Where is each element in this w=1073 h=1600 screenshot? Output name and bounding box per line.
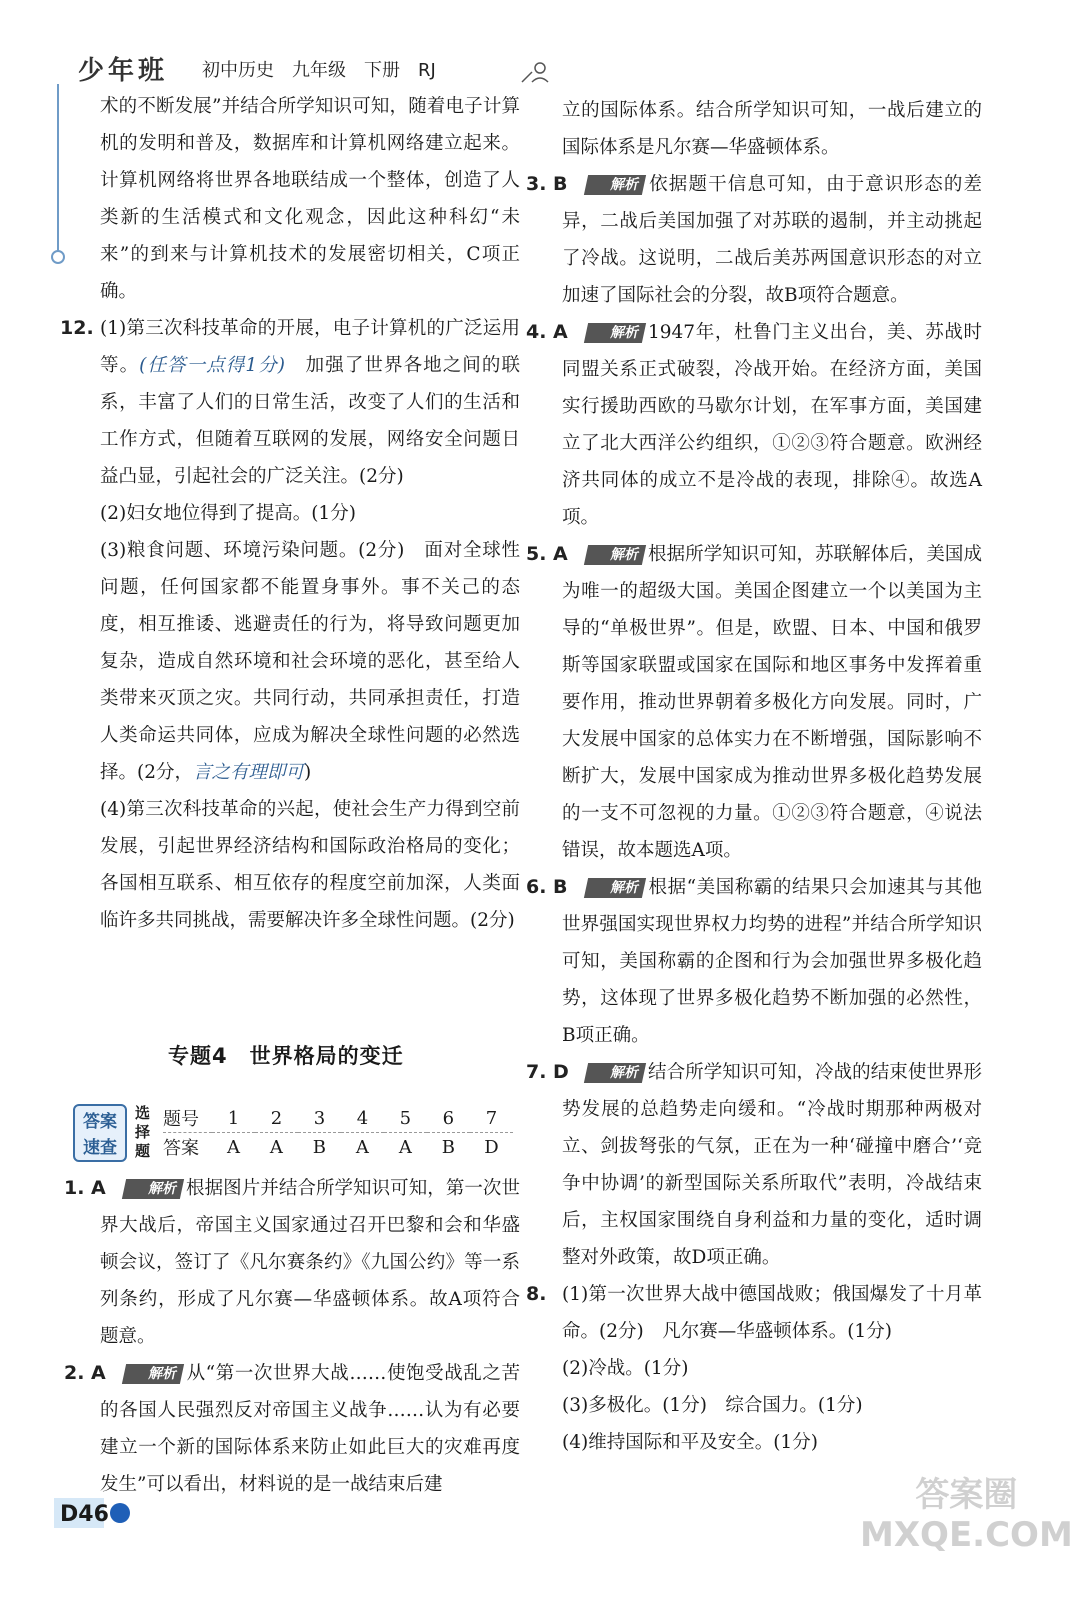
decorative-person-icon <box>520 62 550 84</box>
question-number: 6. B <box>526 876 568 898</box>
q12-part2: (2)妇女地位得到了提高。(1分) <box>100 503 356 524</box>
q8-part1: (1)第一次世界大战中德国战败；俄国爆发了十月革命。(2分) 凡尔赛—华盛顿体系。(1分) <box>562 1284 982 1342</box>
analysis-tag: 解析 <box>122 1179 184 1199</box>
choice-label: 选择题 <box>135 1104 151 1160</box>
question-number-cell: 7 <box>470 1104 513 1133</box>
page-number: D46 <box>60 1502 109 1527</box>
page-header <box>70 50 570 84</box>
question-number: 12. <box>60 317 94 339</box>
question-number: 4. A <box>526 321 568 343</box>
answer-cell: B <box>312 1136 327 1158</box>
q5-explanation <box>562 536 982 869</box>
question-1 <box>64 1170 520 1355</box>
question-4 <box>526 314 982 536</box>
q2-continuation: 立的国际体系。结合所学知识可知，一战后建立的国际体系是凡尔赛—华盛顿体系。 <box>562 100 982 158</box>
q12-part1-text-b: 加强了世界各地之间的联系，丰富了人们的日常生活，改变了人们的生活和工作方式，但随着互联网的发展，网络安全问题日益凸显，引起社会的广泛关注。(2分) <box>100 355 520 487</box>
question-number: 2. A <box>64 1362 106 1384</box>
section-title: 专题4 世界格局的变迁 <box>168 1044 404 1068</box>
question-5 <box>526 536 982 869</box>
q12-part3-close: ) <box>304 762 312 783</box>
q1-explanation <box>100 1170 520 1355</box>
analysis-tag: 解析 <box>122 1364 184 1384</box>
q6-explanation <box>562 869 982 1054</box>
q5-text: 根据所学知识可知，苏联解体后，美国成为唯一的超级大国。美国企图建立一个以美国为主导的“单极世界”。但是，欧盟、日本、中国和俄罗斯等国家联盟或国家在国际和地区事务中发挥着重要作用，推动世界朝着多极化方向发展。同时，广大发展中国家的总体实力在不断增强，国际影响不断扩大，发展中国家成为推动世界多极化趋势发展的一支不可忽视的力量。①②③符合题意，④说法错误，故本题选A项。 <box>562 544 982 861</box>
question-7 <box>526 1054 982 1276</box>
q12-part4: (4)第三次科技革命的兴起，使社会生产力得到空前发展，引起世界经济结构和国际政治格局的变化；各国相互联系、相互依存的程度空前加深，人类面临许多共同挑战，需要解决许多全球性问题。(2分) <box>100 799 520 931</box>
answer-cell: A <box>269 1136 283 1158</box>
question-number-cell: 4 <box>341 1104 384 1133</box>
analysis-tag: 解析 <box>584 545 646 565</box>
analysis-tag: 解析 <box>584 323 646 343</box>
watermark: 答案圈 MXQE.COM <box>860 1475 1073 1555</box>
q8-part4: (4)维持国际和平及安全。(1分) <box>562 1432 818 1453</box>
quick-answer-badge <box>73 1104 127 1162</box>
question-number: 1. A <box>64 1177 106 1199</box>
number-row <box>163 1104 513 1133</box>
answer-cell: D <box>484 1136 499 1158</box>
question-number: 8. <box>526 1283 547 1305</box>
q4-explanation <box>562 314 982 536</box>
row-label: 答案 <box>163 1138 199 1159</box>
badge-line-1: 答案 <box>83 1112 117 1132</box>
question-number-cell: 6 <box>427 1104 470 1133</box>
badge-line-2: 速查 <box>83 1138 117 1158</box>
question-number: 3. B <box>526 173 568 195</box>
answer-cell: B <box>441 1136 455 1158</box>
q7-text: 结合所学知识可知，冷战的结束使世界形势发展的总趋势走向缓和。“冷战时期那种两极对立、剑拔弩张的气氛，正在为一种‘碰撞中磨合’‘竞争中协调’的新型国际关系所取代”表明，冷战结束后，主权国家围绕自身利益和力量的变化，适时调整对外政策，故D项正确。 <box>562 1062 982 1268</box>
question-number: 7. D <box>526 1061 569 1083</box>
answer-cell: A <box>355 1136 369 1158</box>
q12-part1-text: (1)第三次科技革命的开展，电子计算机的广泛运用等。 <box>100 318 520 376</box>
q2-text: 从“第一次世界大战……使饱受战乱之苦的各国人民强烈反对帝国主义战争……认为有必要建立一个新的国际体系来防止如此巨大的灾难再度发生”可以看出，材料说的是一战结束后建 <box>100 1363 520 1495</box>
question-number-cell: 1 <box>212 1104 255 1133</box>
q3-text: 依据题干信息可知，由于意识形态的差异，二战后美国加强了对苏联的遏制，并主动挑起了冷战。这说明，二战后美苏两国意识形态的对立加速了国际社会的分裂，故B项符合题意。 <box>562 174 982 306</box>
q3-explanation <box>562 166 982 314</box>
q7-explanation <box>562 1054 982 1276</box>
q12-part1 <box>100 310 520 495</box>
question-number-cell: 5 <box>384 1104 427 1133</box>
answer-quick-lookup <box>73 1104 513 1164</box>
q1-text: 根据图片并结合所学知识可知，第一次世界大战后，帝国主义国家通过召开巴黎和会和华盛顿会议，签订了《凡尔赛条约》《九国公约》等一系列条约，形成了凡尔赛—华盛顿体系。故A项符合题意。 <box>100 1178 520 1347</box>
left-column-lower <box>64 1170 520 1503</box>
analysis-tag: 解析 <box>584 1063 646 1083</box>
question-number-cell: 2 <box>255 1104 298 1133</box>
question-number-cell: 3 <box>298 1104 341 1133</box>
answer-cell: A <box>226 1136 240 1158</box>
q8-part2: (2)冷战。(1分) <box>562 1358 689 1379</box>
q12-part3-text: (3)粮食问题、环境污染问题。(2分) 面对全球性问题，任何国家都不能置身事外。事不关己的态度，相互推诿、逃避责任的行为，将导致问题更加复杂，造成自然环境和社会环境的恶化，甚至给人类带来灭顶之灾。共同行动，共同承担责任，打造人类命运共同体，应成为解决全球性问题的必然选择。(2分， <box>100 540 520 783</box>
q4-text: 1947年，杜鲁门主义出台，美、苏战时同盟关系正式破裂，冷战开始。在经济方面，美国实行援助西欧的马歇尔计划，在军事方面，美国建立了北大西洋公约组织，①②③符合题意。欧洲经济共同体的成立不是冷战的表现，排除④。故选A项。 <box>562 322 982 528</box>
handwritten-note: (任答一点得1分) <box>139 355 286 376</box>
question-6 <box>526 869 982 1054</box>
q2-explanation <box>100 1355 520 1503</box>
question-2 <box>64 1355 520 1503</box>
question-12 <box>60 310 520 939</box>
question-8 <box>526 1276 982 1461</box>
q12-part3 <box>100 532 520 791</box>
analysis-tag: 解析 <box>584 175 646 195</box>
q6-text: 根据“美国称霸的结果只会加速其与其他世界强国实现世界权力均势的进程”并结合所学知识可知，美国称霸的企图和行为会加强世界多极化趋势，这体现了世界多极化趋势不断加强的必然性，B项正确。 <box>562 877 982 1046</box>
side-decoration-dot <box>51 250 65 264</box>
question-number: 5. A <box>526 543 568 565</box>
side-decoration-line <box>57 84 59 254</box>
answer-cell: A <box>398 1136 412 1158</box>
page-decoration-icon <box>110 1503 130 1523</box>
handwritten-note: 言之有理即可 <box>193 762 305 783</box>
answer-table <box>163 1104 513 1161</box>
left-column <box>60 88 520 939</box>
right-column <box>526 92 982 1461</box>
subject-label: 初中历史 九年级 下册 RJ <box>202 60 436 81</box>
analysis-tag: 解析 <box>584 878 646 898</box>
brand-logo: 少年班 <box>78 56 169 86</box>
q8-part3: (3)多极化。(1分) 综合国力。(1分) <box>562 1395 863 1416</box>
row-label: 题号 <box>163 1104 212 1133</box>
q11-continuation: 术的不断发展”并结合所学知识可知，随着电子计算机的发明和普及，数据库和计算机网络建立起来。计算机网络将世界各地联结成一个整体，创造了人类新的生活模式和文化观念，因此这种科幻“未来”的到来与计算机技术的发展密切相关，C项正确。 <box>100 96 520 302</box>
answer-row <box>163 1133 513 1162</box>
question-3 <box>526 166 982 314</box>
